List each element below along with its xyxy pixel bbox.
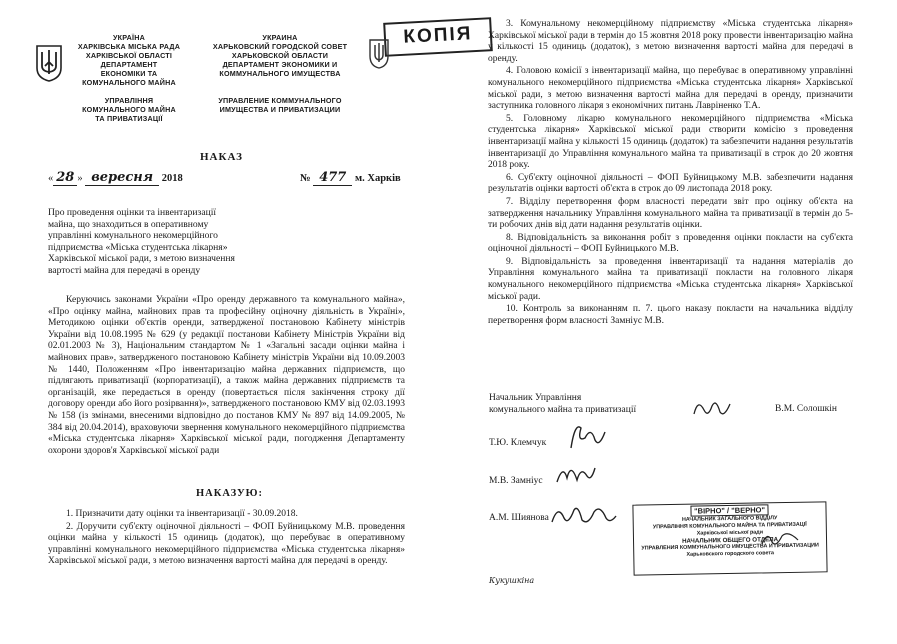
head-title <box>489 392 636 416</box>
header-ru-line: ХАРЬКОВСКИЙ ГОРОДСКОЙ СОВЕТ <box>212 42 348 51</box>
title-line: управлінні комунального некомерційного <box>48 230 218 242</box>
order-item: 6. Суб'єкту оціночної діяльності – ФОП Буйницькому М.В. забезпечити надання результатів оцінки вартості об'єкта в строк до 09 листопада 2018 року. <box>488 172 853 195</box>
order-year: 2018 <box>161 173 183 184</box>
header-ua-line: КОМУНАЛЬНОГО МАЙНА <box>82 105 176 114</box>
preamble <box>48 295 405 458</box>
signer-zamnius: М.В. Замніус <box>489 476 543 486</box>
header-ukrainian <box>70 33 188 123</box>
signer-shiyanova: А.М. Шиянова <box>489 513 549 523</box>
order-word: НАКАЗУЮ: <box>196 488 263 499</box>
order-item: 1. Призначити дату оцінки та інвентаризації - 30.09.2018. <box>66 509 298 519</box>
verno-signature <box>760 528 800 550</box>
verno-line: УПРАВЛЕНИЯ КОММУНАЛЬНОГО ИМУЩЕСТВА И ПРИВАТИЗАЦИИ <box>641 542 819 552</box>
items-right <box>488 19 853 328</box>
verno-line: Харьковского городского совета <box>686 550 775 558</box>
footer-handwritten-name: Кукушкіна <box>489 576 535 585</box>
order-item: 8. Відповідальність за виконання робіт з проведення оцінки покласти на суб'єкта оціночної діяльності – ФОП Буйницького М.В. <box>488 232 853 255</box>
header-ua-line: ТА ПРИВАТИЗАЦІЇ <box>95 114 163 123</box>
order-date: « 28 » вересня 2018 <box>48 170 183 185</box>
verno-line: НАЧАЛЬНИК ОБЩЕГО ОТДЕЛА <box>681 536 779 545</box>
order-item: 10. Контроль за виконанням п. 7. цього наказу покласти на начальника відділу перетворення форм власності Замніус М.В. <box>488 304 853 326</box>
header-ru-line: ИМУЩЕСТВА И ПРИВАТИЗАЦИИ <box>219 105 341 114</box>
verno-line: УПРАВЛІННЯ КОМУНАЛЬНОГО МАЙНА ТА ПРИВАТИЗАЦІЇ <box>652 521 807 531</box>
order-item: 5. Головному лікарю комунального некомерційного підприємства «Міська студентська лікарня» Харківської міської ради створити комісію з проведення інвентаризації майна у кількості 15 одиниць (додаток) та забезпечити надання результатів інвентаризації до Управління комунального майна та приватизації в строк до 20 жовтня 2018 року. <box>488 113 853 171</box>
order-item: 2. Доручити суб'єкту оціночної діяльності – ФОП Буйницькому М.В. проведення оцінки майна у кількості 15 одиниць (додаток), що перебуває в оперативному управлінні комунального некомерційного підприємства «Міська студентська лікарня» Харківської міської ради, з метою визначення вартості майна для передачі в оренду. <box>48 521 405 567</box>
title-line: Харківської міської ради, з метою визначення <box>48 253 235 265</box>
signature-shiyanova <box>548 500 618 530</box>
header-ua-line: ХАРКІВСЬКОЇ ОБЛАСТІ <box>85 51 173 60</box>
head-title-line: Начальник Управління <box>489 393 582 403</box>
header-ua-line: ЕКОНОМІКИ ТА <box>100 69 158 78</box>
preamble-text: Керуючись законами України «Про оренду державного та комунального майна», «Про оцінку майна, майнових прав та професійну оціночну діяльність в Україні», Методикою оцінки об'єктів оренди, затвердженої постановою Кабінету міністрів України від 10.08.1995 № 629 (у редакції постанови Кабінету Міністрів України від 02.01.2003 № 3), Національним стандартом № 1 «Загальні засади оцінки майна і майнових прав», затвердженого постановою Кабінету міністрів України від 10.09.2003 № 1440, Положенням «Про інвентаризацію майна державних підприємств, що підлягають приватизації (корпоратизації), а також майна державних підприємств та організацій, яке передається в оренду (повертається після закінчення строку дії договору оренди або його розірвання)», затвердженого постановою КМУ від 02.03.1993 № 158 (із змінами, внесеними відповідно до постанов КМУ № 897 від 14.09.2005, № 384 від 20.04.2014), враховуючи звернення комунального некомерційного підприємства «Міська студентська лікарня» Харківської міської ради, погодження Департаменту охорони здоров'я Харківської міської ради <box>48 295 405 456</box>
copy-stamp: КОПІЯ <box>383 17 493 57</box>
head-name: В.М. Солошкін <box>775 404 838 414</box>
order-heading: НАКАЗ <box>200 151 243 163</box>
head-title-line: комунального майна та приватизації <box>489 405 637 415</box>
order-title <box>48 207 278 277</box>
order-month: вересня <box>85 170 159 186</box>
title-line: підприємства «Міська студентська лікарня» <box>48 241 228 253</box>
header-russian <box>200 33 360 114</box>
header-ua-line: ХАРКІВСЬКА МІСЬКА РАДА <box>77 42 181 51</box>
order-item: 9. Відповідальність за проведення інвентаризації та надання матеріалів до Управління комунального майна та приватизації покласти на головного лікаря комунального некомерційного підприємства «Міська студентська лікарня» Харківської міської ради. <box>488 256 853 302</box>
verno-line: НАЧАЛЬНИК ЗАГАЛЬНОГО ВІДДІЛУ <box>681 515 778 523</box>
verno-title: "ВІРНО" / "ВЕРНО" <box>690 504 769 516</box>
verno-line: Харківської міської ради <box>696 529 764 537</box>
order-number-sign: № <box>300 173 311 184</box>
coat-of-arms-icon <box>34 44 64 82</box>
order-city: м. Харків <box>354 173 401 184</box>
order-number-value: 477 <box>313 170 352 186</box>
signature-klemchuk <box>565 418 609 454</box>
title-line: Про проведення оцінки та інвентаризації <box>48 207 217 218</box>
header-ua-line: УПРАВЛІННЯ <box>104 96 154 105</box>
order-item: 3. Комунальному некомерційному підприємству «Міська студентська лікарня» Харківської міської ради в термін до 15 жовтня 2018 року провести інвентаризацію майна у кількості 15 одиниць (додаток), з метою визначення вартості майна для передачі в оренду. <box>488 19 853 64</box>
header-ru-line: УПРАВЛЕНИЕ КОММУНАЛЬНОГО <box>218 96 342 105</box>
title-line: майна, що знаходиться в оперативному <box>48 218 209 230</box>
signer-klemchuk: Т.Ю. Клемчук <box>489 438 547 448</box>
order-day: 28 <box>53 170 77 186</box>
head-signature <box>690 396 734 422</box>
order-item: 4. Головою комісії з інвентаризації майна, що перебуває в оперативному управлінні комунального некомерційного підприємства «Міська студентська лікарня» Харківської міської ради, з метою визначення вартості майна для передачі в оренду, призначити заступника головного лікаря з економічних питань Лавріненко Т.А. <box>488 66 853 112</box>
items-left <box>48 509 405 569</box>
header-ru-line: УКРАИНА <box>262 33 298 42</box>
header-ua-line: КОМУНАЛЬНОГО МАЙНА <box>82 78 176 87</box>
header-ru-line: КОММУНАЛЬНОГО ИМУЩЕСТВА <box>219 69 341 78</box>
order-number <box>300 170 401 185</box>
order-item: 7. Відділу перетворення форм власності передати звіт про оцінку об'єкта на затвердження начальнику Управління комунального майна та приватизації в термін до 5-ти робочих днів від дати надання результатів оцінки. <box>488 196 853 231</box>
header-ua-line: ДЕПАРТАМЕНТ <box>100 60 158 69</box>
title-line: вартості майна для передачі в оренду <box>48 264 201 276</box>
signature-zamnius <box>553 458 597 488</box>
header-ru-line: ДЕПАРТАМЕНТ ЭКОНОМИКИ И <box>222 60 338 69</box>
stamp-emblem-icon <box>366 36 392 70</box>
header-ru-line: ХАРЬКОВСКОЙ ОБЛАСТИ <box>231 51 329 60</box>
header-ua-line: УКРАЇНА <box>113 33 145 42</box>
